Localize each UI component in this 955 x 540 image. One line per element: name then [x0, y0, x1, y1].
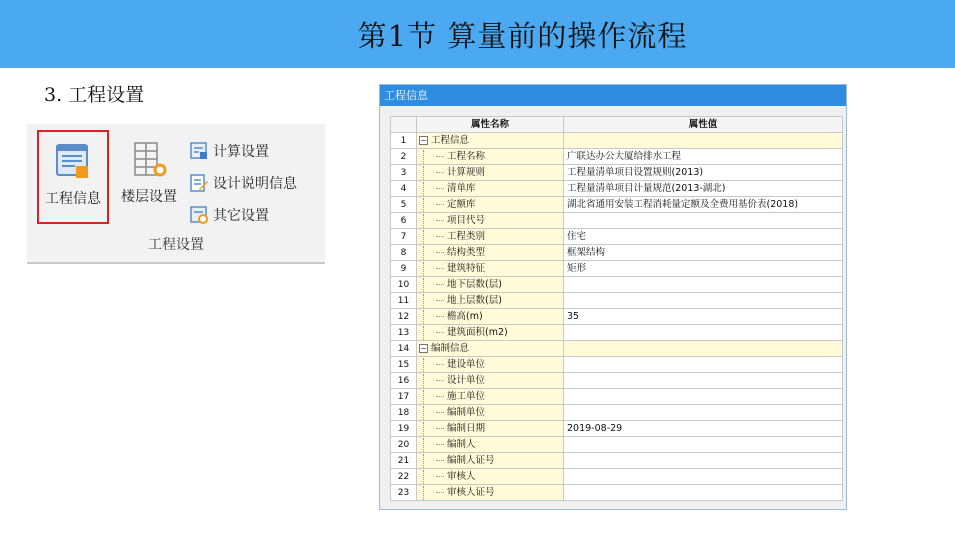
- table-row[interactable]: [391, 181, 843, 197]
- property-name-cell[interactable]: [417, 197, 564, 213]
- property-name: 编制人: [447, 438, 476, 450]
- tree-branch-icon: [436, 300, 444, 301]
- grid-header-row: [391, 117, 843, 133]
- column-header-value: 属性值: [564, 117, 843, 133]
- design-notes-icon: [189, 173, 209, 193]
- row-number: 14: [391, 341, 417, 357]
- tree-branch-icon: [436, 492, 444, 493]
- property-value-cell[interactable]: 工程量清单项目计量规范(2013-湖北): [564, 181, 843, 197]
- property-value-cell[interactable]: [564, 325, 843, 341]
- row-number: 1: [391, 133, 417, 149]
- tree-branch-icon: [436, 252, 444, 253]
- property-name: 建筑特征: [447, 262, 486, 274]
- tree-line-icon: [423, 230, 436, 244]
- project-info-window: [379, 84, 847, 510]
- property-value-cell[interactable]: [564, 469, 843, 485]
- row-number: 3: [391, 165, 417, 181]
- property-value-cell[interactable]: [564, 277, 843, 293]
- property-value-cell[interactable]: [564, 133, 843, 149]
- property-value-cell[interactable]: 框架结构: [564, 245, 843, 261]
- property-value-cell[interactable]: [564, 437, 843, 453]
- property-name-cell[interactable]: [417, 453, 564, 469]
- tree-branch-icon: [436, 428, 444, 429]
- property-name: 结构类型: [447, 246, 486, 258]
- row-number: 16: [391, 373, 417, 389]
- property-name: 编制日期: [447, 422, 486, 434]
- property-value-cell[interactable]: [564, 293, 843, 309]
- property-name: 定额库: [447, 198, 476, 210]
- ribbon-group-label: 工程设置: [148, 237, 204, 253]
- property-name-cell[interactable]: [417, 309, 564, 325]
- calc-settings-button[interactable]: [189, 140, 269, 162]
- row-number: 11: [391, 293, 417, 309]
- row-number: 12: [391, 309, 417, 325]
- property-value-cell[interactable]: 广联达办公大厦给排水工程: [564, 149, 843, 165]
- group-name-cell[interactable]: [417, 133, 564, 149]
- row-number: 10: [391, 277, 417, 293]
- property-name-cell[interactable]: [417, 325, 564, 341]
- property-name: 项目代号: [447, 214, 486, 226]
- tree-line-icon: [423, 150, 436, 164]
- table-row[interactable]: [391, 293, 843, 309]
- tree-line-icon: [423, 326, 436, 340]
- column-header-name: 属性名称: [417, 117, 564, 133]
- tree-line-icon: [423, 198, 436, 212]
- tree-line-icon: [423, 214, 436, 228]
- design-notes-button[interactable]: [189, 172, 297, 194]
- row-number: 5: [391, 197, 417, 213]
- table-row[interactable]: [391, 277, 843, 293]
- property-name: 设计单位: [447, 374, 486, 386]
- tree-branch-icon: [436, 444, 444, 445]
- property-name-cell[interactable]: [417, 245, 564, 261]
- floor-settings-icon: [129, 140, 169, 180]
- table-row[interactable]: [391, 325, 843, 341]
- table-row[interactable]: [391, 453, 843, 469]
- ribbon-panel: [27, 124, 325, 264]
- property-value-cell[interactable]: [564, 453, 843, 469]
- tree-branch-icon: [436, 364, 444, 365]
- property-value-cell[interactable]: [564, 373, 843, 389]
- tree-line-icon: [423, 454, 436, 468]
- collapse-toggle-icon[interactable]: −: [420, 343, 427, 353]
- property-value-cell[interactable]: 矩形: [564, 261, 843, 277]
- table-row[interactable]: [391, 197, 843, 213]
- floor-settings-label: 楼层设置: [121, 189, 177, 205]
- tree-branch-icon: [436, 156, 444, 157]
- property-name-cell[interactable]: [417, 213, 564, 229]
- row-number: 18: [391, 405, 417, 421]
- table-row[interactable]: [391, 437, 843, 453]
- property-name-cell[interactable]: [417, 405, 564, 421]
- calc-settings-icon: [189, 141, 209, 161]
- property-name-cell[interactable]: [417, 389, 564, 405]
- property-name-cell[interactable]: [417, 165, 564, 181]
- property-value-cell[interactable]: [564, 341, 843, 357]
- table-row[interactable]: [391, 421, 843, 437]
- property-value-cell[interactable]: 住宅: [564, 229, 843, 245]
- tree-branch-icon: [436, 460, 444, 461]
- row-number: 6: [391, 213, 417, 229]
- tree-line-icon: [423, 182, 436, 196]
- property-name: 檐高(m): [447, 310, 483, 322]
- row-number: 15: [391, 357, 417, 373]
- table-row[interactable]: [391, 229, 843, 245]
- row-number-header: [391, 117, 417, 133]
- property-name: 地上层数(层): [447, 294, 502, 306]
- property-name: 施工单位: [447, 390, 486, 402]
- tree-branch-icon: [436, 220, 444, 221]
- project-info-label: 工程信息: [45, 191, 101, 207]
- tree-branch-icon: [436, 188, 444, 189]
- property-name: 审核人: [447, 470, 476, 482]
- property-name: 编制单位: [447, 406, 486, 418]
- tree-line-icon: [423, 246, 436, 260]
- tree-branch-icon: [436, 172, 444, 173]
- row-number: 2: [391, 149, 417, 165]
- table-row[interactable]: [391, 165, 843, 181]
- table-row[interactable]: [391, 389, 843, 405]
- group-name-cell[interactable]: [417, 341, 564, 357]
- property-value-cell[interactable]: [564, 389, 843, 405]
- property-name: 清单库: [447, 182, 476, 194]
- row-number: 4: [391, 181, 417, 197]
- other-settings-icon: [189, 205, 209, 225]
- tree-branch-icon: [436, 236, 444, 237]
- project-info-icon: [53, 142, 93, 182]
- property-name-cell[interactable]: [417, 485, 564, 501]
- property-name-cell[interactable]: [417, 293, 564, 309]
- tree-branch-icon: [436, 380, 444, 381]
- calc-settings-label: 计算设置: [213, 144, 269, 160]
- project-info-button[interactable]: [37, 130, 109, 224]
- row-number: 19: [391, 421, 417, 437]
- table-row[interactable]: [391, 309, 843, 325]
- property-value-cell[interactable]: 2019-08-29: [564, 421, 843, 437]
- section-heading: 3. 工程设置: [44, 84, 145, 106]
- row-number: 8: [391, 245, 417, 261]
- table-row[interactable]: [391, 245, 843, 261]
- tree-branch-icon: [436, 332, 444, 333]
- slide-banner: [0, 0, 955, 68]
- row-number: 9: [391, 261, 417, 277]
- property-name: 建设单位: [447, 358, 486, 370]
- tree-line-icon: [423, 422, 436, 436]
- row-number: 22: [391, 469, 417, 485]
- property-value-cell[interactable]: [564, 213, 843, 229]
- property-name: 计算规则: [447, 166, 486, 178]
- table-row[interactable]: [391, 341, 843, 357]
- property-name-cell[interactable]: [417, 261, 564, 277]
- property-name: 工程类别: [447, 230, 486, 242]
- property-name-cell[interactable]: [417, 469, 564, 485]
- property-name-cell[interactable]: [417, 277, 564, 293]
- property-name-cell[interactable]: [417, 421, 564, 437]
- property-name-cell[interactable]: [417, 229, 564, 245]
- tree-line-icon: [423, 470, 436, 484]
- property-value-cell[interactable]: [564, 357, 843, 373]
- tree-line-icon: [423, 486, 436, 500]
- tree-line-icon: [423, 294, 436, 308]
- row-number: 7: [391, 229, 417, 245]
- property-value-cell[interactable]: 35: [564, 309, 843, 325]
- tree-line-icon: [423, 390, 436, 404]
- slide-title: 第1节 算量前的操作流程: [357, 18, 688, 53]
- table-row[interactable]: [391, 261, 843, 277]
- tree-line-icon: [423, 374, 436, 388]
- property-name: 编制人证号: [447, 454, 495, 466]
- tree-line-icon: [423, 278, 436, 292]
- property-name: 建筑面积(m2): [447, 326, 508, 338]
- tree-branch-icon: [436, 396, 444, 397]
- table-row[interactable]: [391, 133, 843, 149]
- window-title: 工程信息: [380, 85, 846, 106]
- property-name: 地下层数(层): [447, 278, 502, 290]
- property-name: 审核人证号: [447, 486, 495, 498]
- property-name-cell[interactable]: [417, 437, 564, 453]
- row-number: 21: [391, 453, 417, 469]
- property-grid: [390, 116, 842, 501]
- floor-settings-button[interactable]: [113, 130, 185, 224]
- property-value-cell[interactable]: 湖北省通用安装工程消耗量定额及全费用基价表(2018): [564, 197, 843, 213]
- property-name-cell[interactable]: [417, 373, 564, 389]
- property-value-cell[interactable]: [564, 485, 843, 501]
- tree-line-icon: [423, 310, 436, 324]
- property-name: 工程名称: [447, 150, 486, 162]
- row-number: 23: [391, 485, 417, 501]
- property-value-cell[interactable]: 工程量清单项目设置规则(2013): [564, 165, 843, 181]
- tree-branch-icon: [436, 284, 444, 285]
- row-number: 17: [391, 389, 417, 405]
- other-settings-label: 其它设置: [213, 208, 269, 224]
- tree-branch-icon: [436, 204, 444, 205]
- row-number: 13: [391, 325, 417, 341]
- collapse-toggle-icon[interactable]: −: [420, 135, 427, 145]
- tree-line-icon: [423, 406, 436, 420]
- table-row[interactable]: [391, 357, 843, 373]
- table-row[interactable]: [391, 149, 843, 165]
- table-row[interactable]: [391, 213, 843, 229]
- property-value-cell[interactable]: [564, 405, 843, 421]
- tree-branch-icon: [436, 412, 444, 413]
- tree-line-icon: [423, 358, 436, 372]
- property-name-cell[interactable]: [417, 181, 564, 197]
- table-row[interactable]: [391, 485, 843, 501]
- table-row[interactable]: [391, 373, 843, 389]
- property-name-cell[interactable]: [417, 149, 564, 165]
- tree-branch-icon: [436, 268, 444, 269]
- property-name: 工程信息: [431, 134, 470, 146]
- property-name-cell[interactable]: [417, 357, 564, 373]
- table-row[interactable]: [391, 469, 843, 485]
- tree-line-icon: [423, 438, 436, 452]
- tree-line-icon: [423, 166, 436, 180]
- tree-branch-icon: [436, 316, 444, 317]
- tree-branch-icon: [436, 476, 444, 477]
- property-name: 编制信息: [431, 342, 470, 354]
- row-number: 20: [391, 437, 417, 453]
- tree-line-icon: [423, 262, 436, 276]
- grid-body: [391, 133, 843, 501]
- design-notes-label: 设计说明信息: [213, 176, 297, 192]
- table-row[interactable]: [391, 405, 843, 421]
- other-settings-button[interactable]: [189, 204, 269, 226]
